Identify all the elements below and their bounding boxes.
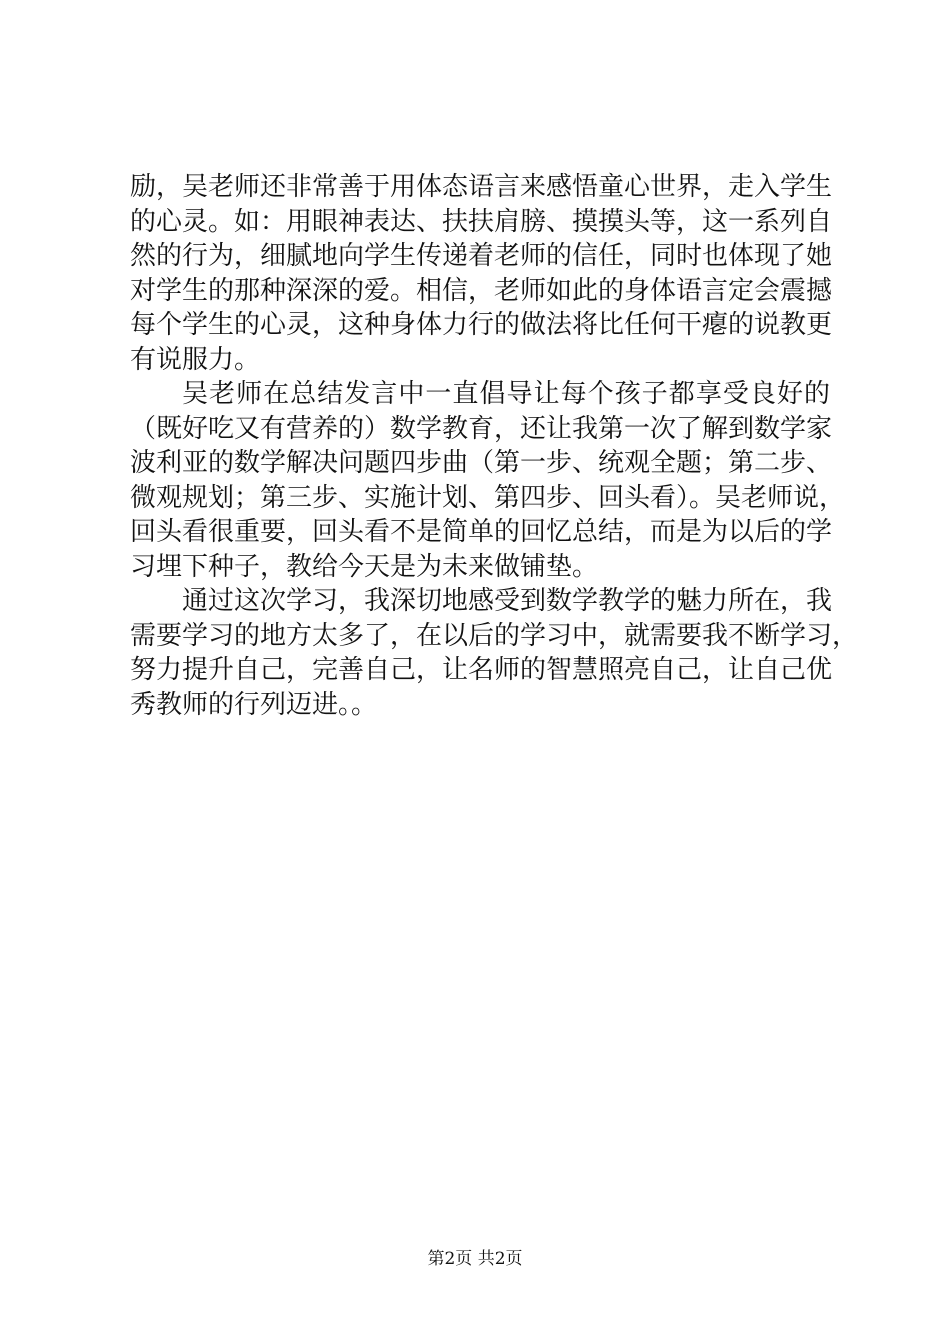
paragraph-2 [130,377,846,584]
text-line: 吴老师在总结发言中一直倡导让每个孩子都享受良好的 [182,379,830,409]
text-line: 习埋下种子，教给今天是为未来做铺垫。 [130,551,599,582]
text-line: （既好吃又有营养的）数学教育，还让我第一次了解到数学家 [130,413,833,444]
paragraph-3 [130,584,859,722]
text-line: 秀教师的行列迈进。。 [130,689,378,720]
text-line: 努力提升自己，完善自己，让名师的智慧照亮自己，让自己优 [130,655,833,685]
page-number: 第2页 共2页 [427,1249,523,1269]
page-footer [0,1244,950,1269]
text-line: 波利亚的数学解决问题四步曲（第一步、统观全题；第二步、 [130,448,833,478]
text-line: 通过这次学习，我深切地感受到数学教学的魅力所在，我 [182,586,833,616]
text-line: 对学生的那种深深的爱。相信，老师如此的身体语言定会震撼 [130,275,833,306]
text-line: 有说服力。 [130,344,261,375]
text-line: 微观规划；第三步、实施计划、第四步、回头看）。吴老师说， [130,482,846,513]
text-line: 每个学生的心灵，这种身体力行的做法将比任何干瘪的说教更 [130,310,833,340]
text-line: 的心灵。如：用眼神表达、扶扶肩膀、摸摸头等，这一系列自 [130,206,833,237]
text-line: 然的行为，细腻地向学生传递着老师的信任，同时也体现了她 [130,241,833,271]
paragraph-1 [130,170,833,377]
body-text [130,170,859,722]
text-line: 回头看很重要，回头看不是简单的回忆总结，而是为以后的学 [130,517,833,547]
text-line: 励，吴老师还非常善于用体态语言来感悟童心世界，走入学生 [130,172,833,202]
text-line: 需要学习的地方太多了，在以后的学习中，就需要我不断学习， [130,620,859,651]
